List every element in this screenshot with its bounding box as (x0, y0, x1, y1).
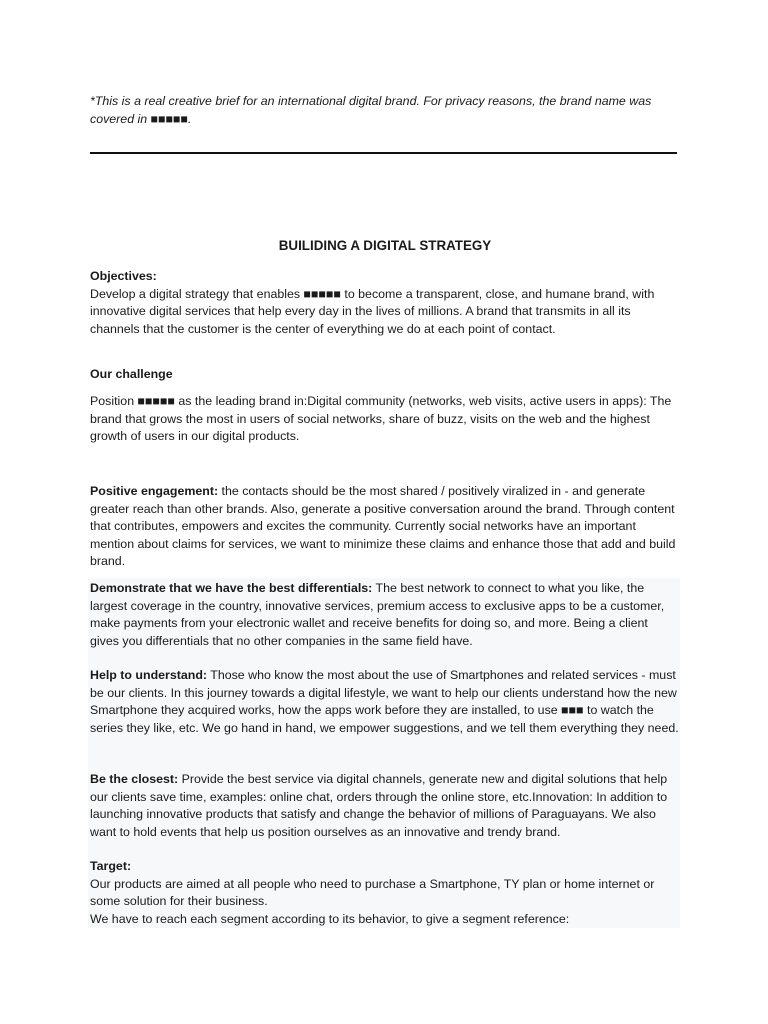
differentials-section (90, 580, 680, 650)
challenge-heading: Our challenge (90, 367, 173, 381)
positive-engagement-text: the contacts should be the most shared / positively viralized in - and generate greater reach than other brands. Also, generate a positive conversation around the brand. Through content that contributes, empowers and excites the community. Currently social networks have an important mention about claims for services, we want to minimize these claims and enhance those that add and build brand. (90, 484, 676, 568)
help-understand-section (90, 667, 680, 737)
help-understand-heading: Help to understand: (90, 668, 208, 682)
objectives-section (90, 268, 680, 338)
document-title: BUILIDING A DIGITAL STRATEGY (278, 238, 492, 253)
objectives-text: Develop a digital strategy that enables ■■■■■ to become a transparent, close, and humane brand, with innovative digital services that help every day in the lives of millions. A brand that transmits in all its channels that the customer is the center of everything we do at each point of contact. (90, 286, 655, 336)
target-text-1: Our products are aimed at all people who need to purchase a Smartphone, TY plan or home internet or some solution for their business. (90, 876, 655, 908)
be-closest-text: Provide the best service via digital channels, generate new and digital solutions that help our clients save time, examples: online chat, orders through the online store, etc.Innovation: In addition to launching innovative products that satisfy and change the behavior of millions of Paraguayans. We also want to hold events that help us position ourselves as an innovative and trendy brand. (90, 772, 668, 839)
horizontal-divider (90, 152, 677, 154)
target-section (90, 858, 680, 928)
positive-engagement-heading: Positive engagement: (90, 484, 219, 498)
challenge-text: Position ■■■■■ as the leading brand in:Digital community (networks, web visits, active users in apps): The brand that grows the most in users of social networks, share of buzz, visits on the web and the highest growth of users in our digital products. (90, 394, 672, 443)
target-heading: Target: (90, 859, 132, 873)
help-understand-text: Those who know the most about the use of Smartphones and related services - must be our clients. In this journey towards a digital lifestyle, we want to help our clients understand how the new Smartphone they acquired works, how the apps work before they are installed, to use ■■■ to watch the series they like, etc. We go hand in hand, we empower suggestions, and we tell them everything they need. (90, 668, 679, 735)
privacy-disclaimer: *This is a real creative brief for an international digital brand. For privacy reasons, the brand name was covered in ■■■■■. (90, 94, 652, 126)
differentials-heading: Demonstrate that we have the best differentials: (90, 581, 373, 595)
positive-engagement-section (90, 483, 680, 571)
differentials-text: The best network to connect to what you like, the largest coverage in the country, innovative services, premium access to exclusive apps to be a customer, make payments from your electronic wallet and receive benefits for doing so, and more. Being a client gives you differentials that no other companies in the same field have. (90, 581, 665, 648)
challenge-section (90, 393, 680, 446)
be-closest-section (90, 771, 680, 841)
target-text-2: We have to reach each segment according to its behavior, to give a segment reference: (90, 911, 570, 926)
objectives-heading: Objectives: (90, 269, 157, 283)
be-closest-heading: Be the closest: (90, 772, 179, 786)
challenge-heading-block (90, 366, 680, 384)
